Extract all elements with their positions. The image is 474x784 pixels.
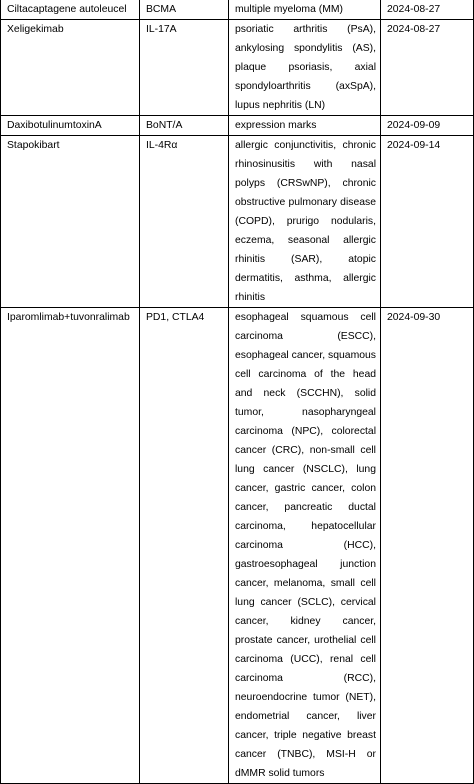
indication-cell: expression marks bbox=[229, 116, 381, 136]
drug-name-cell: Ciltacaptagene autoleucel bbox=[1, 0, 140, 20]
drug-name-cell: Stapokibart bbox=[1, 136, 140, 308]
date-cell: 2024-09-30 bbox=[381, 308, 474, 784]
indication-cell: multiple myeloma (MM) bbox=[229, 0, 381, 20]
indication-cell: psoriatic arthritis (PsA), ankylosing spondylitis (AS), plaque psoriasis, axial spondyloarthritis (axSpA), lupus nephritis (LN) bbox=[229, 20, 381, 116]
date-cell: 2024-09-09 bbox=[381, 116, 474, 136]
drug-name-cell: Iparomlimab+tuvonralimab bbox=[1, 308, 140, 784]
date-cell: 2024-08-27 bbox=[381, 20, 474, 116]
table-row bbox=[1, 116, 474, 136]
target-cell: BoNT/A bbox=[140, 116, 229, 136]
target-cell: BCMA bbox=[140, 0, 229, 20]
table-row bbox=[1, 0, 474, 20]
target-cell: IL-17A bbox=[140, 20, 229, 116]
date-cell: 2024-08-27 bbox=[381, 0, 474, 20]
drug-name-cell: Xeligekimab bbox=[1, 20, 140, 116]
drug-name-cell: DaxibotulinumtoxinA bbox=[1, 116, 140, 136]
indication-cell: esophageal squamous cell carcinoma (ESCC), esophageal cancer, squamous cell carcinoma of the head and neck (SCCHN), solid tumor, nasopharyngeal carcinoma (NPC), colorectal cancer (CRC), non-small cell lung cancer (NSCLC), lung cancer, gastric cancer, colon cancer, pancreatic ductal carcinoma, hepatocellular carcinoma (HCC), gastroesophageal junction cancer, melanoma, small cell lung cancer (SCLC), cervical cancer, kidney cancer, prostate cancer, urothelial cell carcinoma (UCC), renal cell carcinoma (RCC), neuroendocrine tumor (NET), endometrial cancer, liver cancer, triple negative breast cancer (TNBC), MSI-H or dMMR solid tumors bbox=[229, 308, 381, 784]
table-row bbox=[1, 136, 474, 308]
indication-cell: allergic conjunctivitis, chronic rhinosinusitis with nasal polyps (CRSwNP), chronic obstructive pulmonary disease (COPD), prurigo nodularis, eczema, seasonal allergic rhinitis (SAR), atopic dermatitis, asthma, allergic rhinitis bbox=[229, 136, 381, 308]
table-row bbox=[1, 20, 474, 116]
target-cell: IL-4Rα bbox=[140, 136, 229, 308]
table-row bbox=[1, 308, 474, 784]
target-cell: PD1, CTLA4 bbox=[140, 308, 229, 784]
date-cell: 2024-09-14 bbox=[381, 136, 474, 308]
